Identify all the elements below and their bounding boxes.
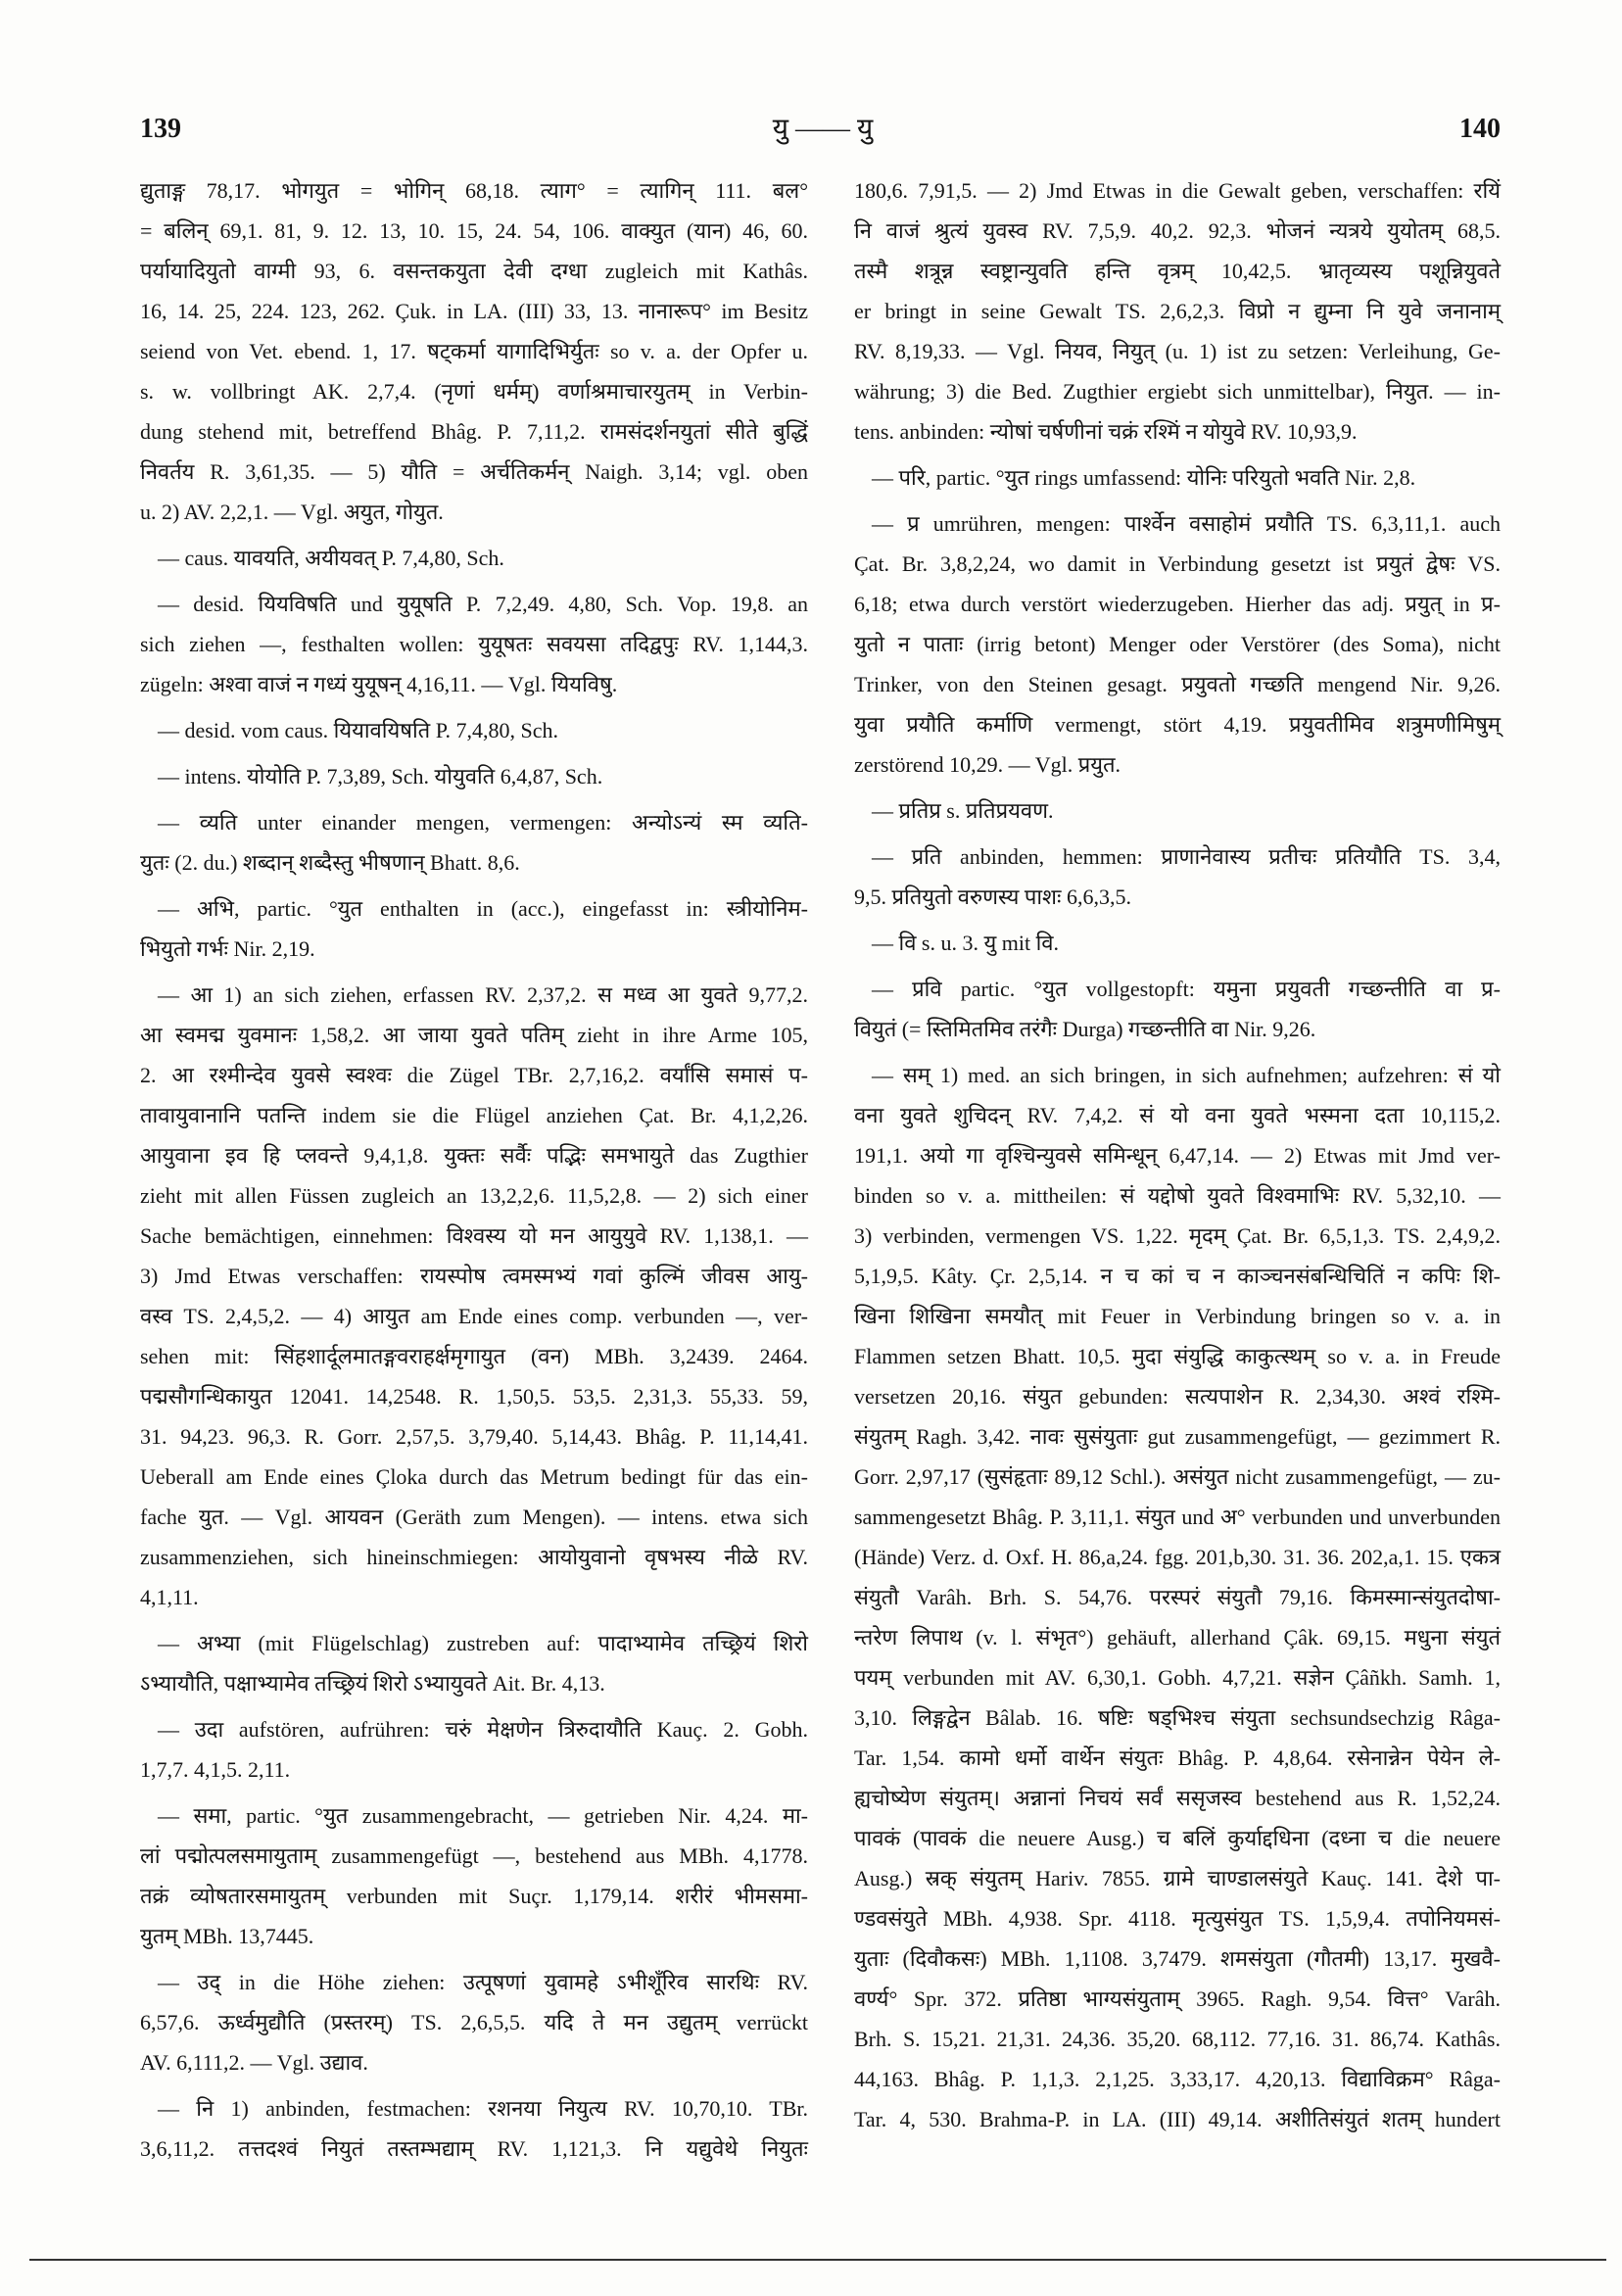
right-column-line: वना युवते शुचिदन् RV. 7,4,2. सं यो वना युवते भस्मना दता 10,115,2. bbox=[854, 1103, 1501, 1127]
left-column-line: निवर्तय R. 3,61,35. — 5) यौति = अर्चतिकर्मन् Naigh. 3,14; vgl. oben bbox=[140, 459, 808, 484]
left-column-line: — उद् in die Höhe ziehen: उत्पूषणां युवामहे ऽभीशूँरिव सारथिः RV. bbox=[158, 1970, 808, 1994]
right-column-line: खिना शिखिना समयौत् mit Feuer in Verbindung bringen so v. a. in bbox=[854, 1304, 1501, 1328]
right-column-line: Tar. 1,54. कामो धर्मो वार्थेन संयुतः Bhâg. P. 4,8,64. रसेनान्नेन पेयेन ले- bbox=[854, 1746, 1501, 1770]
left-column-line: zügeln: अश्वा वाजं न गध्यं युयूषन् 4,16,11. — Vgl. यियविषु. bbox=[140, 672, 618, 696]
left-column-line: तावायुवानानि पतन्ति indem sie die Flügel anziehen Çat. Br. 4,1,2,26. bbox=[140, 1103, 808, 1127]
left-column-line: — intens. योयोति P. 7,3,89, Sch. योयुवति 6,4,87, Sch. bbox=[158, 764, 603, 789]
footer-rule bbox=[29, 2259, 1606, 2261]
left-column-line: AV. 6,111,2. — Vgl. उद्याव. bbox=[140, 2050, 368, 2075]
right-column-line: Ausg.) स्रक् संयुतम् Hariv. 7855. ग्रामे चाण्डालसंयुते Kauç. 141. देशे पा- bbox=[854, 1866, 1501, 1890]
left-column-line: भियुतो गर्भः Nir. 2,19. bbox=[140, 936, 315, 961]
right-column-line: tens. anbinden: न्योषां चर्षणीनां चक्रं रश्मिं न योयुवे RV. 10,93,9. bbox=[854, 419, 1358, 444]
right-column-line: — वि s. u. 3. यु mit वि. bbox=[872, 931, 1060, 955]
left-column-line: युतः (2. du.) शब्दान् शब्दैस्तु भीषणान् Bhatt. 8,6. bbox=[140, 850, 520, 875]
right-column-line: Brh. S. 15,21. 21,31. 24,36. 35,20. 68,112. 77,16. 31. 86,74. Kathâs. bbox=[854, 2027, 1501, 2051]
left-column-line: तक्रं व्योषतारसमायुतम् verbunden mit Suçr. 1,179,14. शरीरं भीमसमा- bbox=[140, 1884, 808, 1908]
running-head: यु —— यु bbox=[772, 114, 874, 144]
left-column-line: 3,6,11,2. तत्तदश्वं नियुतं तस्तम्भद्याम् RV. 1,121,3. नि यद्युवेथे नियुतः bbox=[140, 2136, 808, 2161]
right-column-line: Tar. 4, 530. Brahma-P. in LA. (III) 49,14. अशीतिसंयुतं शतम् hundert bbox=[854, 2107, 1501, 2131]
left-column-line: ऽभ्यायौति, पक्षाभ्यामेव तच्छ्रियं शिरो ऽभ्यायुवते Ait. Br. 4,13. bbox=[140, 1671, 605, 1696]
left-column-line: — अभि, partic. °युत enthalten in (acc.), eingefasst in: स्त्रीयोनिम- bbox=[158, 896, 808, 921]
left-column-line: — आ 1) an sich ziehen, erfassen RV. 2,37,2. स मध्व आ युवते 9,77,2. bbox=[158, 982, 808, 1007]
left-column-line: s. w. vollbringt AK. 2,7,4. (नृणां धर्मम्) वर्णाश्रमाचारयुतम् in Verbin- bbox=[140, 379, 808, 404]
right-column-line: 3,10. लिङ्गद्वेन Bâlab. 16. षष्टिः षड्भिश्च संयुता sechsundsechzig Râga- bbox=[854, 1705, 1501, 1730]
left-column-line: u. 2) AV. 2,2,1. — Vgl. अयुत, गोयुत. bbox=[140, 500, 444, 524]
right-column-line: Flammen setzen Bhatt. 10,5. मुदा संयुद्धि काकुत्स्थम् so v. a. in Freude bbox=[854, 1344, 1501, 1368]
right-column-line: sammengesetzt Bhâg. P. 3,11,1. संयुत und अ° verbunden und unverbunden bbox=[854, 1505, 1501, 1529]
left-column-line: आयुवाना इव हि प्लवन्ते 9,4,1,8. युक्तः सर्वैः पद्भिः समभायुते das Zugthier bbox=[140, 1143, 808, 1168]
right-column-line: zerstörend 10,29. — Vgl. प्रयुत. bbox=[854, 752, 1121, 777]
right-column-line: तस्मै शत्रून्न स्वष्ट्रान्युवति हन्ति वृत्रम् 10,42,5. भ्रातृव्यस्य पशून्नियुवते bbox=[854, 259, 1501, 283]
left-column-line: लां पद्मोत्पलसमायुताम् zusammengefügt —, bestehend aus MBh. 4,1778. bbox=[140, 1843, 808, 1868]
right-column-line: RV. 8,19,33. — Vgl. नियव, नियुत् (u. 1) ist zu setzen: Verleihung, Ge- bbox=[854, 339, 1501, 363]
left-column-line: sich ziehen —, festhalten wollen: युयूषतः सवयसा तदिद्वपुः RV. 1,144,3. bbox=[140, 632, 808, 656]
left-column-line: युतम् MBh. 13,7445. bbox=[140, 1924, 314, 1948]
right-column-line: वियुतं (= स्तिमितमिव तरंगैः Durga) गच्छन्तीति वा Nir. 9,26. bbox=[854, 1017, 1316, 1041]
right-column-line: — प्रतिप्र s. प्रतिप्रयवण. bbox=[872, 798, 1054, 823]
right-column-line: — प्रति anbinden, hemmen: प्राणानेवास्य प्रतीचः प्रतियौति TS. 3,4, bbox=[872, 844, 1501, 869]
left-column-line: sehen mit: सिंहशार्दूलमातङ्गवराहर्क्षमृगायुत (वन) MBh. 3,2439. 2464. bbox=[140, 1344, 808, 1368]
left-column-line: — desid. यियविषति und युयूषति P. 7,2,49. 4,80, Sch. Vop. 19,8. an bbox=[158, 592, 808, 616]
right-column-line: 180,6. 7,91,5. — 2) Jmd Etwas in die Gewalt geben, verschaffen: रयिं bbox=[854, 178, 1501, 203]
left-column-line: — अभ्या (mit Flügelschlag) zustreben auf: पादाभ्यामेव तच्छ्रियं शिरो bbox=[158, 1631, 808, 1655]
right-column-line: संयुतम् Ragh. 3,42. नावः सुसंयुताः gut zusammengefügt, — gezimmert R. bbox=[854, 1424, 1501, 1449]
right-column-line: — प्र umrühren, mengen: पार्श्वेन वसाहोमं प्रयौति TS. 6,3,11,1. auch bbox=[872, 511, 1501, 536]
right-column-line: पयम् verbunden mit AV. 6,30,1. Gobh. 4,7,21. सज्ञेन Çâñkh. Samh. 1, bbox=[854, 1665, 1501, 1690]
right-column-line: 44,163. Bhâg. P. 1,1,3. 2,1,25. 3,33,17. 4,20,13. विद्याविक्रम° Râga- bbox=[854, 2067, 1501, 2091]
left-column-line: — caus. यावयति, अयीयवत् P. 7,4,80, Sch. bbox=[158, 546, 504, 570]
right-column-line: 9,5. प्रतियुतो वरुणस्य पाशः 6,6,3,5. bbox=[854, 885, 1131, 909]
right-page-number: 140 bbox=[1459, 114, 1501, 144]
right-column-line: Gorr. 2,97,17 (सुसंहृताः 89,12 Schl.). असंयुत nicht zusammengefügt, — zu- bbox=[854, 1464, 1501, 1489]
right-column bbox=[854, 170, 1501, 2139]
left-column-line: zusammenziehen, sich hineinschmiegen: आयोयुवानो वृषभस्य नीळे RV. bbox=[140, 1545, 808, 1569]
right-column-line: — सम् 1) med. an sich bringen, in sich aufnehmen; aufzehren: सं यो bbox=[872, 1063, 1501, 1087]
right-column-line: Çat. Br. 3,8,2,24, wo damit in Verbindung gesetzt ist प्रयुतं द्वेषः VS. bbox=[854, 551, 1501, 576]
left-column-line: — व्यति unter einander mengen, vermengen: अन्योऽन्यं स्म व्यति- bbox=[158, 810, 808, 835]
left-column-line: = बलिन् 69,1. 81, 9. 12. 13, 10. 15, 24. 54, 106. वाक्युत (यान) 46, 60. bbox=[140, 218, 808, 243]
left-column-line: 31. 94,23. 96,3. R. Gorr. 2,57,5. 3,79,40. 5,14,43. Bhâg. P. 11,14,41. bbox=[140, 1424, 808, 1449]
right-column-line: 3) verbinden, vermengen VS. 1,22. मृदम् Çat. Br. 6,5,1,3. TS. 2,4,9,2. bbox=[854, 1223, 1501, 1248]
right-column-line: पावकं (पावकं die neuere Ausg.) च बलिं कुर्याद्दधिना (दध्ना च die neuere bbox=[854, 1826, 1501, 1850]
left-column-line: आ स्वमद्म युवमानः 1,58,2. आ जाया युवते पतिम् zieht in ihre Arme 105, bbox=[140, 1023, 808, 1047]
right-column-line: versetzen 20,16. संयुत gebunden: सत्यपाशेन R. 2,34,30. अश्वं रश्मि- bbox=[854, 1384, 1501, 1409]
right-column-line: — परि, partic. °युत rings umfassend: योनिः परियुतो भवति Nir. 2,8. bbox=[872, 465, 1416, 490]
right-column-line: 6,18; etwa durch verstört wiederzugeben. Hierher das adj. प्रयुत् in प्र- bbox=[854, 592, 1501, 616]
right-column-line: वर्ण्य° Spr. 372. प्रतिष्ठा भाग्यसंयुताम् 3965. Ragh. 9,54. वित्त° Varâh. bbox=[854, 1986, 1501, 2011]
left-column-line: 2. आ रश्मीन्देव युवसे स्वश्वः die Zügel TBr. 2,7,16,2. वर्यांसि समासं प- bbox=[140, 1063, 808, 1087]
left-column-line: zieht mit allen Füssen zugleich an 13,2,2,6. 11,5,2,8. — 2) sich einer bbox=[140, 1183, 808, 1208]
right-column-line: युताः (दिवौकसः) MBh. 1,1108. 3,7479. शमसंयुता (गौतमी) 13,17. मुखवै- bbox=[854, 1946, 1501, 1971]
left-column-line: 1,7,7. 4,1,5. 2,11. bbox=[140, 1757, 291, 1782]
left-column bbox=[140, 170, 808, 2169]
right-column-line: युवा प्रयौति कर्माणि vermengt, stört 4,19. प्रयुवतीमिव शत्रुमणीमिषुम् bbox=[854, 712, 1501, 737]
left-column-line: Ueberall am Ende eines Çloka durch das Metrum bedingt für das ein- bbox=[140, 1464, 808, 1489]
left-column-line: — नि 1) anbinden, festmachen: रशनया नियुत्य RV. 10,70,10. TBr. bbox=[158, 2096, 808, 2121]
right-column-line: ण्डवसंयुते MBh. 4,938. Spr. 4118. मृत्युसंयुत TS. 1,5,9,4. तपोनियमसं- bbox=[854, 1906, 1501, 1931]
right-column-line: Trinker, von den Steinen gesagt. प्रयुवतो गच्छति mengend Nir. 9,26. bbox=[854, 672, 1501, 696]
left-column-line: वस्व TS. 2,4,5,2. — 4) आयुत am Ende eines comp. verbunden —, ver- bbox=[140, 1304, 808, 1328]
left-column-line: dung stehend mit, betreffend Bhâg. P. 7,11,2. रामसंदर्शनयुतां सीते बुद्धिं bbox=[140, 419, 808, 444]
left-column-line: fache युत. — Vgl. आयवन (Geräth zum Mengen). — intens. etwa sich bbox=[140, 1505, 808, 1529]
right-column-line: 191,1. अयो गा वृश्चिन्युवसे समिन्धून् 6,47,14. — 2) Etwas mit Jmd ver- bbox=[854, 1143, 1501, 1168]
right-column-line: ह्यचोष्येण संयुतम्। अन्नानां निचयं सर्वं ससृजस्व bestehend aus R. 1,52,24. bbox=[854, 1786, 1501, 1810]
left-column-line: 6,57,6. ऊर्ध्वमुद्यौति (प्रस्तरम्) TS. 2,6,5,5. यदि ते मन उद्युतम् verrückt bbox=[140, 2010, 808, 2034]
left-page-number: 139 bbox=[140, 114, 181, 144]
right-column-line: binden so v. a. mittheilen: सं यद्दोषो युवते विश्वमाभिः RV. 5,32,10. — bbox=[854, 1183, 1501, 1208]
left-column-line: 4,1,11. bbox=[140, 1585, 199, 1609]
right-column-line: नि वाजं श्रुत्यं युवस्व RV. 7,5,9. 40,2. 92,3. भोजनं न्यत्रये युयोतम् 68,5. bbox=[854, 218, 1501, 243]
left-column-line: 3) Jmd Etwas verschaffen: रायस्पोष त्वमस्मभ्यं गवां कुल्मिं जीवस आयु- bbox=[140, 1264, 808, 1288]
right-column-line: währung; 3) die Bed. Zugthier ergiebt sich unmittelbar), नियुत. — in- bbox=[854, 379, 1501, 404]
left-column-line: — desid. vom caus. यियावयिषति P. 7,4,80, Sch. bbox=[158, 718, 558, 742]
left-column-line: 16, 14. 25, 224. 123, 262. Çuk. in LA. (III) 33, 13. नानारूप° im Besitz bbox=[140, 299, 808, 323]
left-column-line: पद्मसौगन्धिकायुत 12041. 14,2548. R. 1,50,5. 53,5. 2,31,3. 55,33. 59, bbox=[140, 1384, 808, 1409]
left-column-line: द्युताङ्ग 78,17. भोगयुत = भोगिन् 68,18. त्याग° = त्यागिन् 111. बल° bbox=[140, 178, 808, 203]
right-column-line: er bringt in seine Gewalt TS. 2,6,2,3. विप्रो न द्युम्ना नि युवे जनानाम् bbox=[854, 299, 1501, 323]
right-column-line: न्तरेण लिपाथ (v. l. संभृत°) gehäuft, allerhand Çâk. 69,15. मधुना संयुतं bbox=[854, 1625, 1501, 1650]
left-column-line: Sache bemächtigen, einnehmen: विश्वस्य यो मन आयुयुवे RV. 1,138,1. — bbox=[140, 1223, 808, 1248]
right-column-line: — प्रवि partic. °युत vollgestopft: यमुना प्रयुवती गच्छन्तीति वा प्र- bbox=[872, 977, 1501, 1001]
left-column-line: — समा, partic. °युत zusammengebracht, — getrieben Nir. 4,24. मा- bbox=[158, 1803, 808, 1828]
left-column-line: — उदा aufstören, aufrühren: चरुं मेक्षणेन त्रिरुदायौति Kauç. 2. Gobh. bbox=[158, 1717, 808, 1742]
right-column-line: संयुतौ Varâh. Brh. S. 54,76. परस्परं संयुतौ 79,16. किमस्मान्संयुतदोषा- bbox=[854, 1585, 1501, 1609]
right-column-line: युतो न पाताः (irrig betont) Menger oder Verstörer (des Soma), nicht bbox=[854, 632, 1501, 656]
right-column-line: (Hände) Verz. d. Oxf. H. 86,a,24. fgg. 201,b,30. 31. 36. 202,a,1. 15. एकत्र bbox=[854, 1545, 1501, 1569]
right-column-line: 5,1,9,5. Kâty. Çr. 2,5,14. न च कां च न काञ्चनसंबन्धिचितिं न कपिः शि- bbox=[854, 1264, 1501, 1288]
left-column-line: seiend von Vet. ebend. 1, 17. षट्कर्मा यागादिभिर्युतः so v. a. der Opfer u. bbox=[140, 339, 808, 363]
left-column-line: पर्यायादियुतो वाग्मी 93, 6. वसन्तकयुता देवी दग्धा zugleich mit Kathâs. bbox=[140, 259, 808, 283]
